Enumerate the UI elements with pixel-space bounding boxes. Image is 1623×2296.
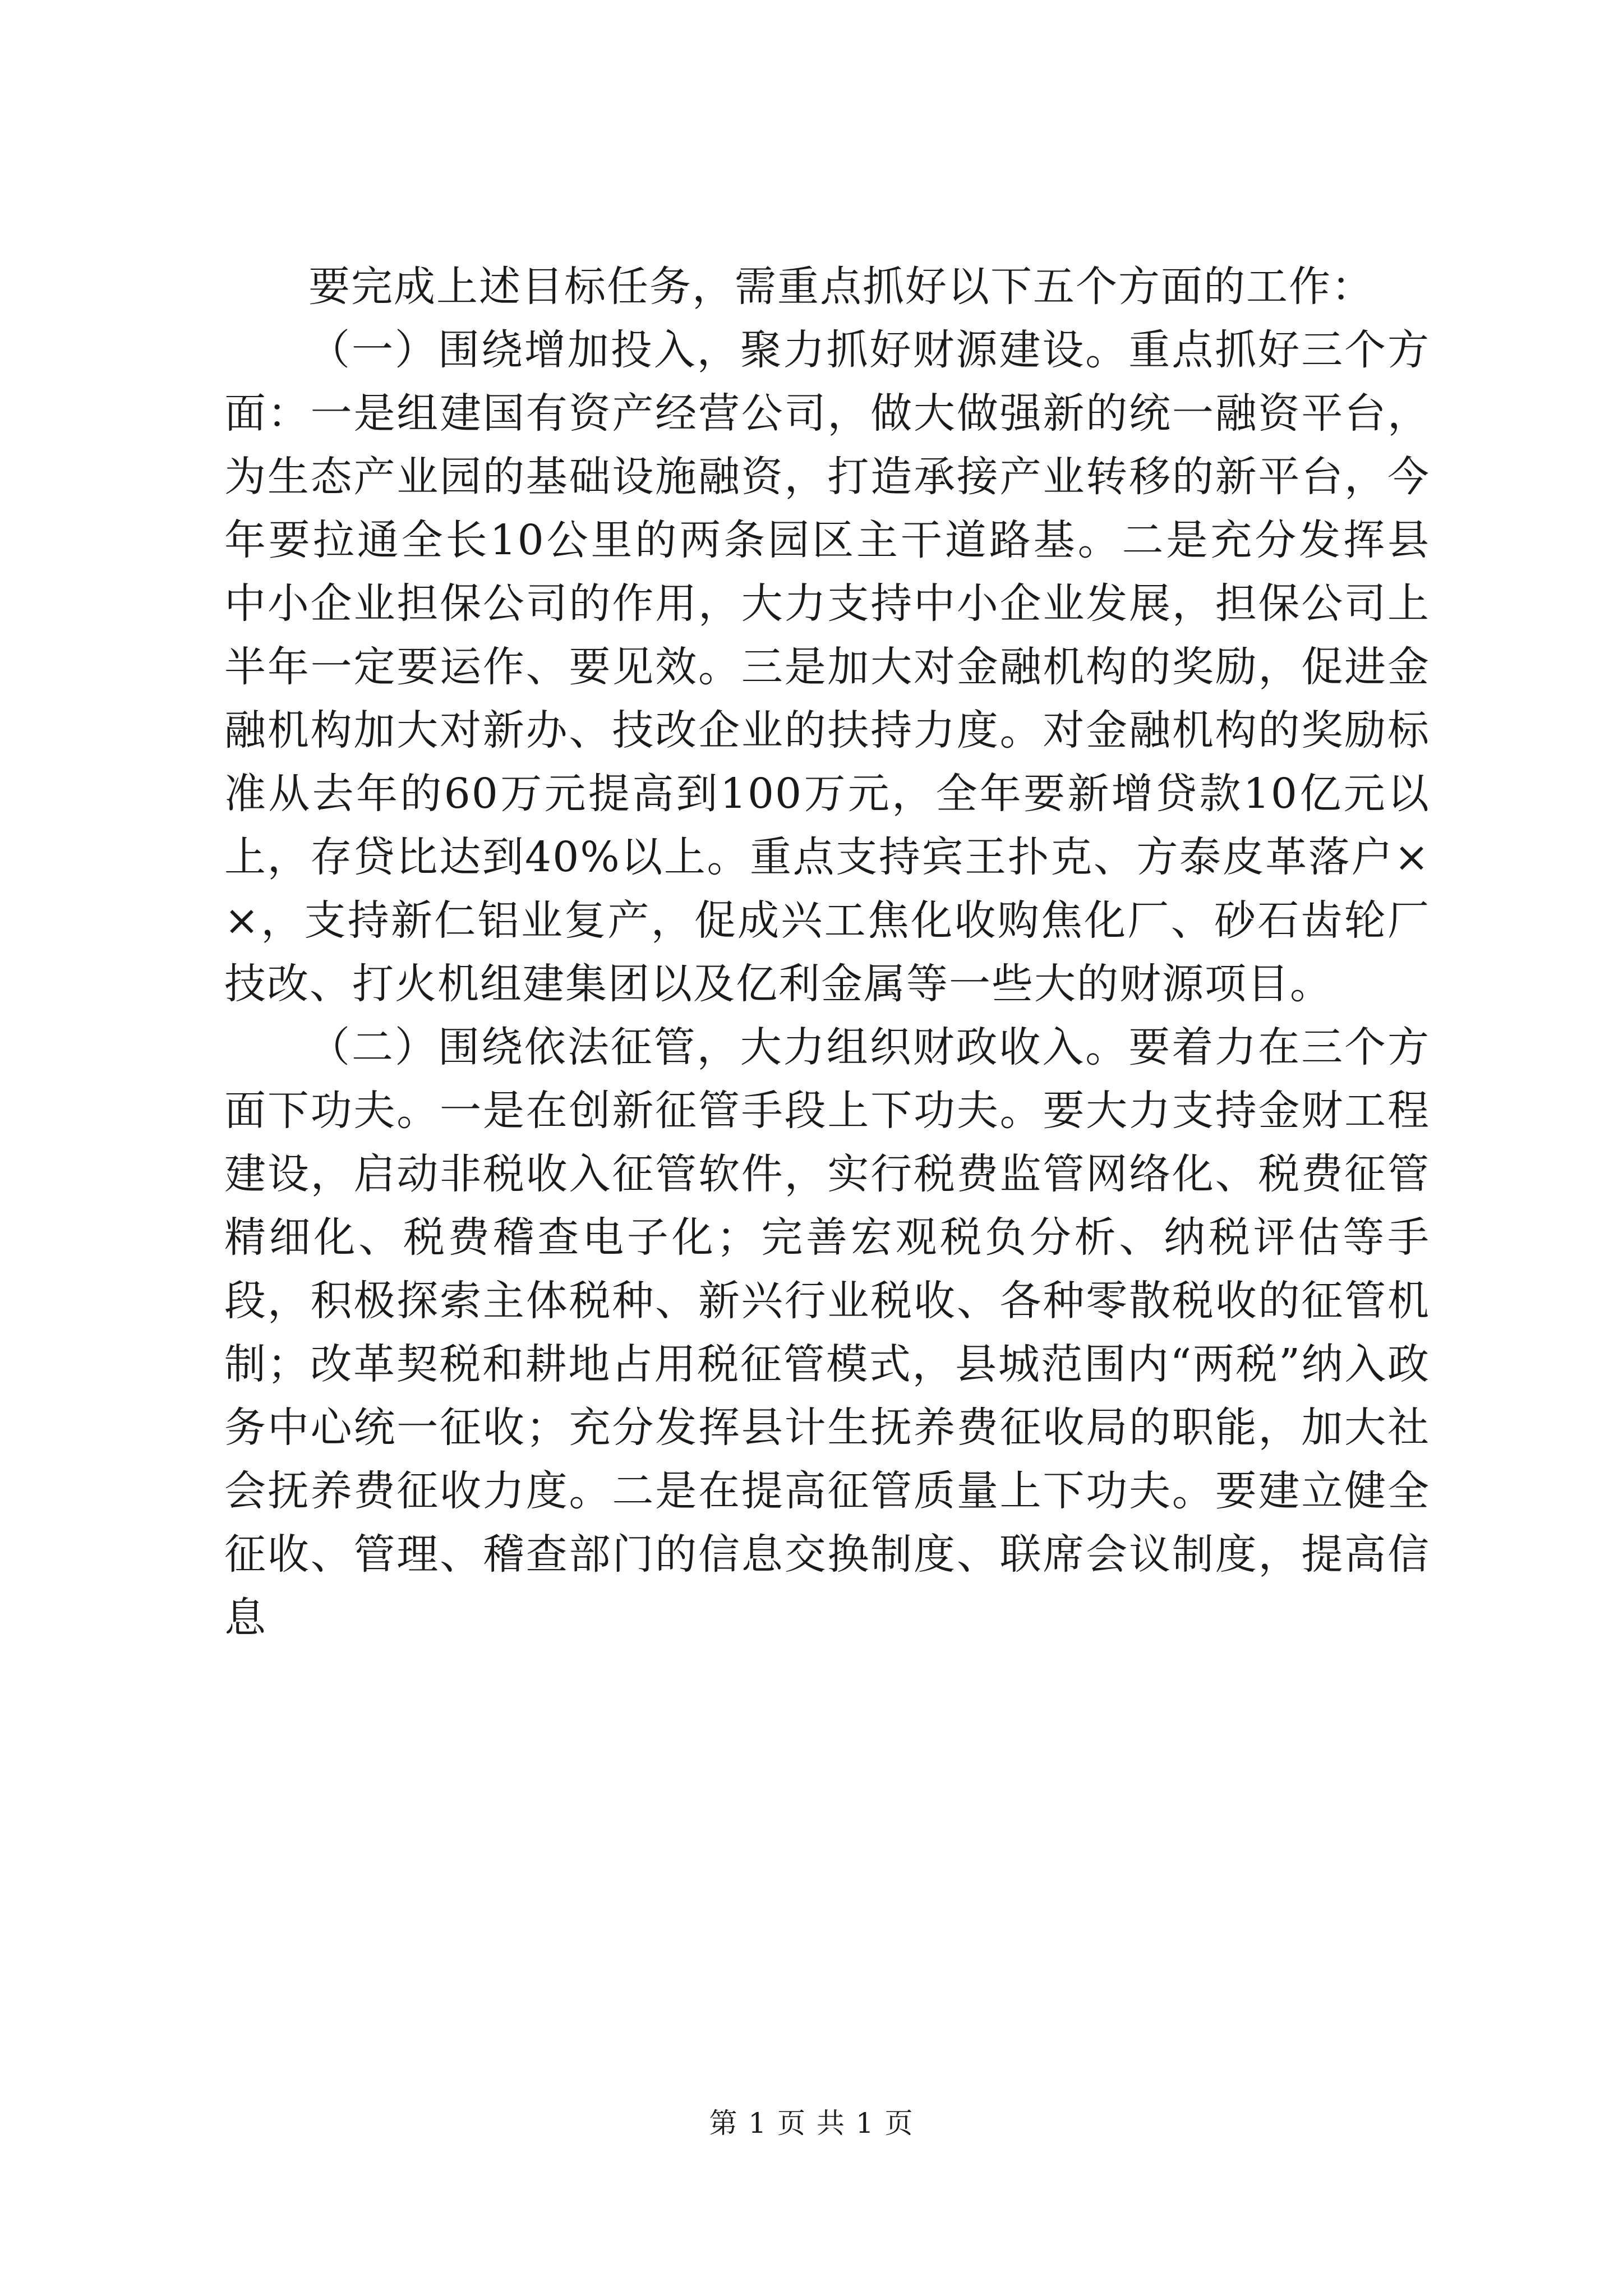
document-body — [224, 255, 1430, 1650]
section-two-paragraph: （二）围绕依法征管，大力组织财政收入。要着力在三个方面下功夫。一是在创新征管手段上下功夫。要大力支持金财工程建设，启动非税收入征管软件，实行税费监管网络化、税费征管精细化、税费稽查电子化；完善宏观税负分析、纳税评估等手段，积极探索主体税种、新兴行业税收、各种零散税收的征管机制；改革契税和耕地占用税征管模式，县城范围内“两税”纳入政务中心统一征收；充分发挥县计生抚养费征收局的职能，加大社会抚养费征收力度。二是在提高征管质量上下功夫。要建立健全征收、管理、稽查部门的信息交换制度、联席会议制度，提高信息 — [224, 1023, 1430, 1642]
section-one-paragraph: （一）围绕增加投入，聚力抓好财源建设。重点抓好三个方面：一是组建国有资产经营公司，做大做强新的统一融资平台，为生态产业园的基础设施融资，打造承接产业转移的新平台，今年要拉通全长10公里的两条园区主干道路基。二是充分发挥县中小企业担保公司的作用，大力支持中小企业发展，担保公司上半年一定要运作、要见效。三是加大对金融机构的奖励，促进金融机构加大对新办、技改企业的扶持力度。对金融机构的奖励标准从去年的60万元提高到100万元，全年要新增贷款10亿元以上，存贷比达到40%以上。重点支持宾王扑克、方泰皮革落户××，支持新仁铝业复产，促成兴工焦化收购焦化厂、砂石齿轮厂技改、打火机组建集团以及亿利金属等一些大的财源项目。 — [224, 326, 1430, 1008]
intro-paragraph: 要完成上述目标任务，需重点抓好以下五个方面的工作： — [308, 263, 1374, 311]
page-footer: 第 1 页 共 1 页 — [709, 2107, 914, 2139]
